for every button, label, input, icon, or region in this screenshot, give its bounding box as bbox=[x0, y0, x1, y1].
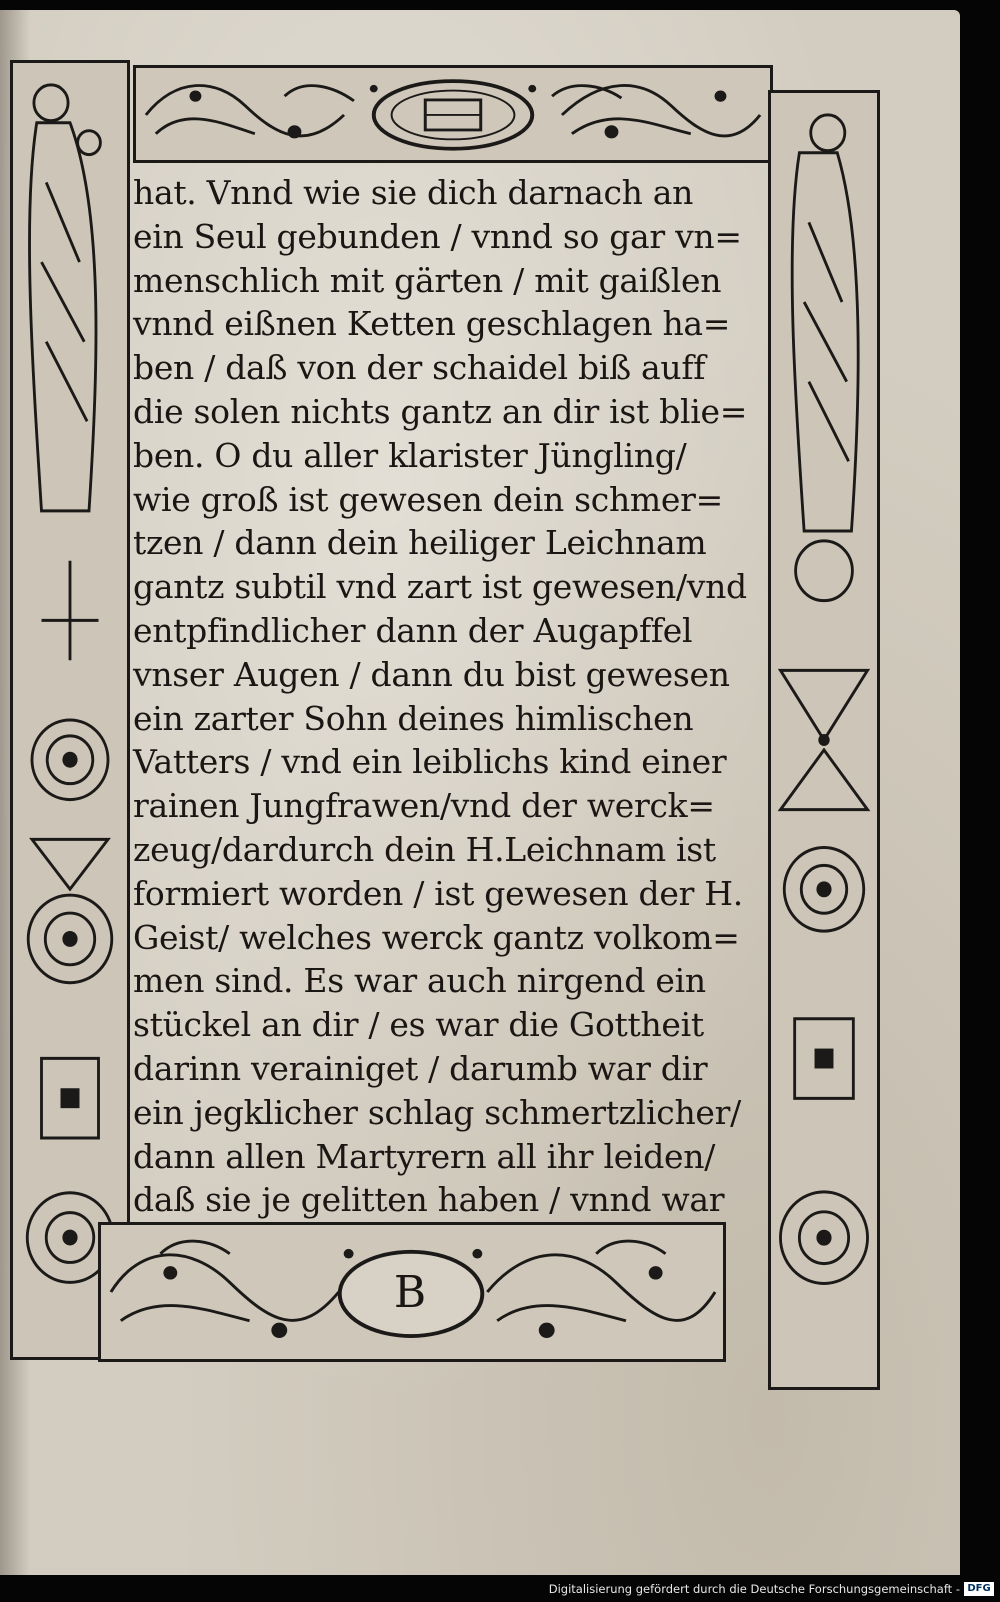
text-line: dann allen Martyrern all ihr leiden/ bbox=[133, 1136, 716, 1176]
text-line: wie groß ist gewesen dein schmer= bbox=[133, 479, 723, 519]
text-line: tzen / dann dein heiliger Leichnam bbox=[133, 523, 707, 563]
text-line: ein zarter Sohn deines himlischen bbox=[133, 698, 694, 738]
dfg-logo: DFG bbox=[964, 1582, 994, 1596]
woodcut-border-top bbox=[133, 65, 773, 163]
woodcut-border-left bbox=[10, 60, 130, 1360]
text-line: formiert worden / ist gewesen der H. bbox=[133, 873, 743, 913]
woodcut-border-right bbox=[768, 90, 880, 1390]
text-line: stückel an dir / es war die Gottheit bbox=[133, 1005, 704, 1045]
text-block bbox=[133, 170, 763, 1222]
text-line: ein jegklicher schlag schmertzlicher/ bbox=[133, 1092, 741, 1132]
text-line: ein Seul gebunden / vnnd so gar vn= bbox=[133, 216, 742, 256]
text-line: men sind. Es war auch nirgend ein bbox=[133, 961, 706, 1001]
text-line: hat. Vnnd wie sie dich darnach an bbox=[133, 173, 694, 212]
digitization-credit: Digitalisierung gefördert durch die Deutsche Forschungsgemeinschaft - bbox=[548, 1582, 960, 1596]
text-line: vnser Augen / dann du bist gewesen bbox=[133, 654, 730, 694]
signature-mark: B bbox=[393, 1267, 427, 1318]
text-line: darinn verainiget / darumb war dir bbox=[133, 1049, 708, 1088]
text-line: Geist/ welches werck gantz volkom= bbox=[133, 917, 740, 957]
text-line: entpfindlicher dann der Augapffel bbox=[133, 611, 693, 650]
text-line: menschlich mit gärten / mit gaißlen bbox=[133, 260, 722, 300]
text-line: ben. O du aller klarister Jüngling/ bbox=[133, 435, 687, 475]
text-line: die solen nichts gantz an dir ist blie= bbox=[133, 392, 748, 431]
text-line: gantz subtil vnd zart ist gewesen/vnd bbox=[133, 567, 747, 607]
text-line: daß sie je gelitten haben / vnnd war bbox=[133, 1180, 725, 1220]
text-line: zeug/dardurch dein H.Leichnam ist bbox=[133, 830, 716, 869]
text-line: ben / daß von der schaidel biß auff bbox=[133, 348, 706, 388]
text-line: Vatters / vnd ein leiblichs kind einer bbox=[133, 742, 727, 782]
text-line: rainen Jungfrawen/vnd der werck= bbox=[133, 786, 715, 826]
text-line: vnnd eißnen Ketten geschlagen ha= bbox=[133, 304, 731, 344]
